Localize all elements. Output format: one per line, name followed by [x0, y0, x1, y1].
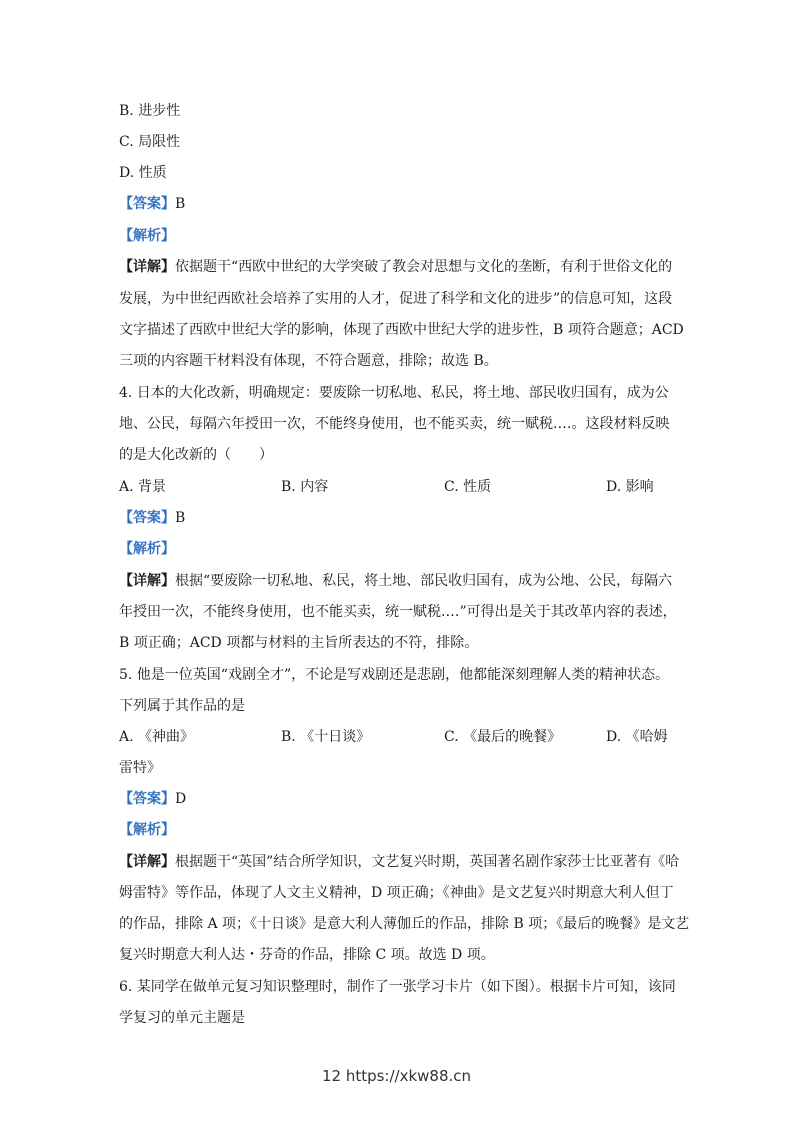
q3-detail-line: 文字描述了西欧中世纪大学的影响，体现了西欧中世纪大学的进步性，B 项符合题意；ACD [119, 322, 684, 338]
q3-option-d: D. 性质 [119, 165, 167, 181]
q4-detail-line: 年授田一次，不能终身使用，也不能买卖，统一赋税.…”可得出是关于其改革内容的表述， [119, 604, 677, 620]
q4-option-d: D. 影响 [606, 479, 654, 495]
answer-value: D [175, 791, 187, 807]
q5-option-d: D. 《哈姆 [606, 729, 668, 745]
q4-answer [119, 508, 679, 528]
answer-value: B [175, 196, 186, 212]
q5-analysis [119, 820, 679, 840]
q5-stem-line: 5. 他是一位英国“戏剧全才”，不论是写戏剧还是悲剧，他都能深刻理解人类的精神状态。 [119, 667, 670, 683]
q4-option-c: C. 性质 [444, 479, 492, 495]
analysis-label: 【解析】 [119, 541, 175, 557]
q5-option-c: C. 《最后的晚餐》 [444, 729, 562, 745]
detail-label: 【详解】 [119, 854, 175, 870]
q4-stem-line: 地、公民，每隔六年授田一次，不能终身使用，也不能买卖，统一赋税.…。这段材料反映 [119, 416, 670, 432]
q4-options [119, 477, 679, 497]
analysis-label: 【解析】 [119, 822, 175, 838]
q4-analysis [119, 539, 679, 559]
q6-stem-line: 6. 某同学在做单元复习知识整理时，制作了一张学习卡片（如下图）。根据卡片可知，该同 [119, 979, 676, 995]
answer-label: 【答案】 [119, 196, 175, 212]
detail-label: 【详解】 [119, 573, 175, 589]
q5-option-d-continued: 雷特》 [119, 760, 161, 776]
q5-stem-line: 下列属于其作品的是 [119, 698, 245, 714]
q3-option-c: C. 局限性 [119, 134, 181, 150]
q4-stem-line: 的是大化改新的（ ） [119, 447, 273, 463]
q5-options [119, 727, 679, 747]
q3-answer [119, 194, 679, 214]
detail-label: 【详解】 [119, 259, 175, 275]
detail-text: 根据“要废除一切私地、私民，将土地、部民收归国有，成为公地、公民，每隔六 [175, 573, 673, 589]
q3-detail-line: 三项的内容题干材料没有体现，不符合题意，排除；故选 B。 [119, 353, 498, 369]
q5-detail-line: 复兴时期意大利人达・芬奇的作品，排除 C 项。故选 D 项。 [119, 947, 495, 963]
footer-url[interactable]: https://xkw88.cn [345, 1067, 472, 1085]
q3-detail-line [119, 257, 679, 277]
answer-value: B [175, 510, 186, 526]
q5-detail-line: 的作品，排除 A 项；《十日谈》是意大利人薄伽丘的作品，排除 B 项；《最后的晚餐》是文艺 [119, 916, 690, 932]
analysis-label: 【解析】 [119, 228, 175, 244]
answer-label: 【答案】 [119, 791, 175, 807]
q3-option-b: B. 进步性 [119, 103, 181, 119]
q4-stem-line: 4. 日本的大化改新，明确规定：要废除一切私地、私民，将土地、部民收归国有，成为公 [119, 385, 669, 401]
detail-text: 依据题干“西欧中世纪的大学突破了教会对思想与文化的垄断，有利于世俗文化的 [175, 259, 673, 275]
q3-detail-line: 发展，为中世纪西欧社会培养了实用的人才，促进了科学和文化的进步”的信息可知，这段 [119, 291, 673, 307]
page-footer [0, 1067, 793, 1085]
q5-option-a: A. 《神曲》 [119, 729, 195, 745]
q4-detail-line [119, 571, 679, 591]
q4-detail-line: B 项正确；ACD 项都与材料的主旨所表达的不符，排除。 [119, 635, 479, 651]
q3-analysis [119, 226, 679, 246]
q5-option-b: B. 《十日谈》 [281, 729, 371, 745]
q5-answer [119, 789, 679, 809]
page-number: 12 [321, 1067, 342, 1085]
detail-text: 根据题干“英国”结合所学知识，文艺复兴时期，英国著名剧作家莎士比亚著有《哈 [175, 854, 680, 870]
q4-option-b: B. 内容 [281, 479, 329, 495]
q5-detail-line: 姆雷特》等作品，体现了人文主义精神，D 项正确；《神曲》是文艺复兴时期意大利人但丁 [119, 885, 674, 901]
answer-label: 【答案】 [119, 510, 175, 526]
q6-stem-line: 学复习的单元主题是 [119, 1010, 245, 1026]
q4-option-a: A. 背景 [119, 479, 167, 495]
q5-detail-line [119, 852, 679, 872]
